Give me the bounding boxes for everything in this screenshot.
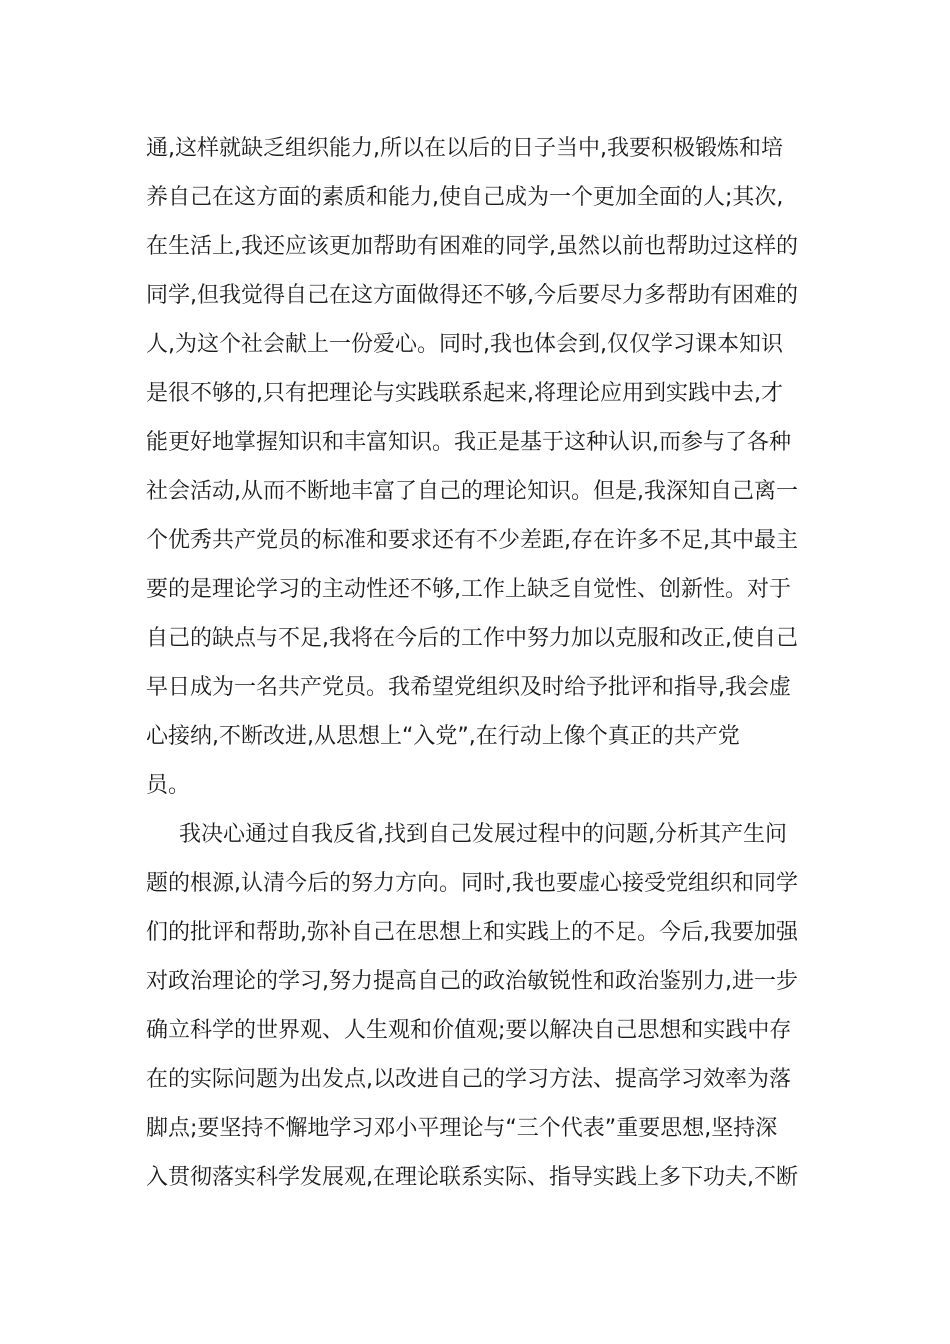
document-body <box>146 124 808 1202</box>
text-line: 要的是理论学习的主动性还不够,工作上缺乏自觉性、创新性。对于 <box>146 577 791 602</box>
paragraph-1 <box>146 124 808 810</box>
text-line: 是很不够的,只有把理论与实践联系起来,将理论应用到实践中去,才 <box>146 381 783 406</box>
text-line: 社会活动,从而不断地丰富了自己的理论知识。但是,我深知自己离一 <box>146 479 798 504</box>
paragraph-2 <box>146 810 808 1202</box>
text-line: 脚点;要坚持不懈地学习邓小平理论与“三个代表”重要思想,坚持深 <box>146 1116 778 1141</box>
text-line: 个优秀共产党员的标准和要求还有不少差距,存在许多不足,其中最主 <box>146 528 798 553</box>
text-line: 入贯彻落实科学发展观,在理论联系实际、指导实践上多下功夫,不断 <box>146 1165 798 1190</box>
text-line: 早日成为一名共产党员。我希望党组织及时给予批评和指导,我会虚 <box>146 675 791 700</box>
text-line: 同学,但我觉得自己在这方面做得还不够,今后要尽力多帮助有困难的 <box>146 283 798 308</box>
text-line: 通,这样就缺乏组织能力,所以在以后的日子当中,我要积极锻炼和培 <box>146 136 783 161</box>
text-line: 对政治理论的学习,努力提高自己的政治敏锐性和政治鉴别力,进一步 <box>146 969 798 994</box>
text-line: 我决心通过自我反省,找到自己发展过程中的问题,分析其产生问 <box>179 822 787 847</box>
text-line: 们的批评和帮助,弥补自己在思想上和实践上的不足。今后,我要加强 <box>146 920 798 945</box>
text-line: 在的实际问题为出发点,以改进自己的学习方法、提高学习效率为落 <box>146 1067 791 1092</box>
text-line: 自己的缺点与不足,我将在今后的工作中努力加以克服和改正,使自己 <box>146 626 798 651</box>
text-line: 在生活上,我还应该更加帮助有困难的同学,虽然以前也帮助过这样的 <box>146 234 798 259</box>
text-line: 人,为这个社会献上一份爱心。同时,我也体会到,仅仅学习课本知识 <box>146 332 783 357</box>
text-line: 能更好地掌握知识和丰富知识。我正是基于这种认识,而参与了各种 <box>146 430 791 455</box>
text-line: 员。 <box>146 773 191 798</box>
text-line: 养自己在这方面的素质和能力,使自己成为一个更加全面的人;其次, <box>146 185 784 210</box>
text-line: 题的根源,认清今后的努力方向。同时,我也要虚心接受党组织和同学 <box>146 871 798 896</box>
text-line: 确立科学的世界观、人生观和价值观;要以解决自己思想和实践中存 <box>146 1018 792 1043</box>
text-line: 心接纳,不断改进,从思想上“入党”,在行动上像个真正的共产党 <box>146 724 740 749</box>
